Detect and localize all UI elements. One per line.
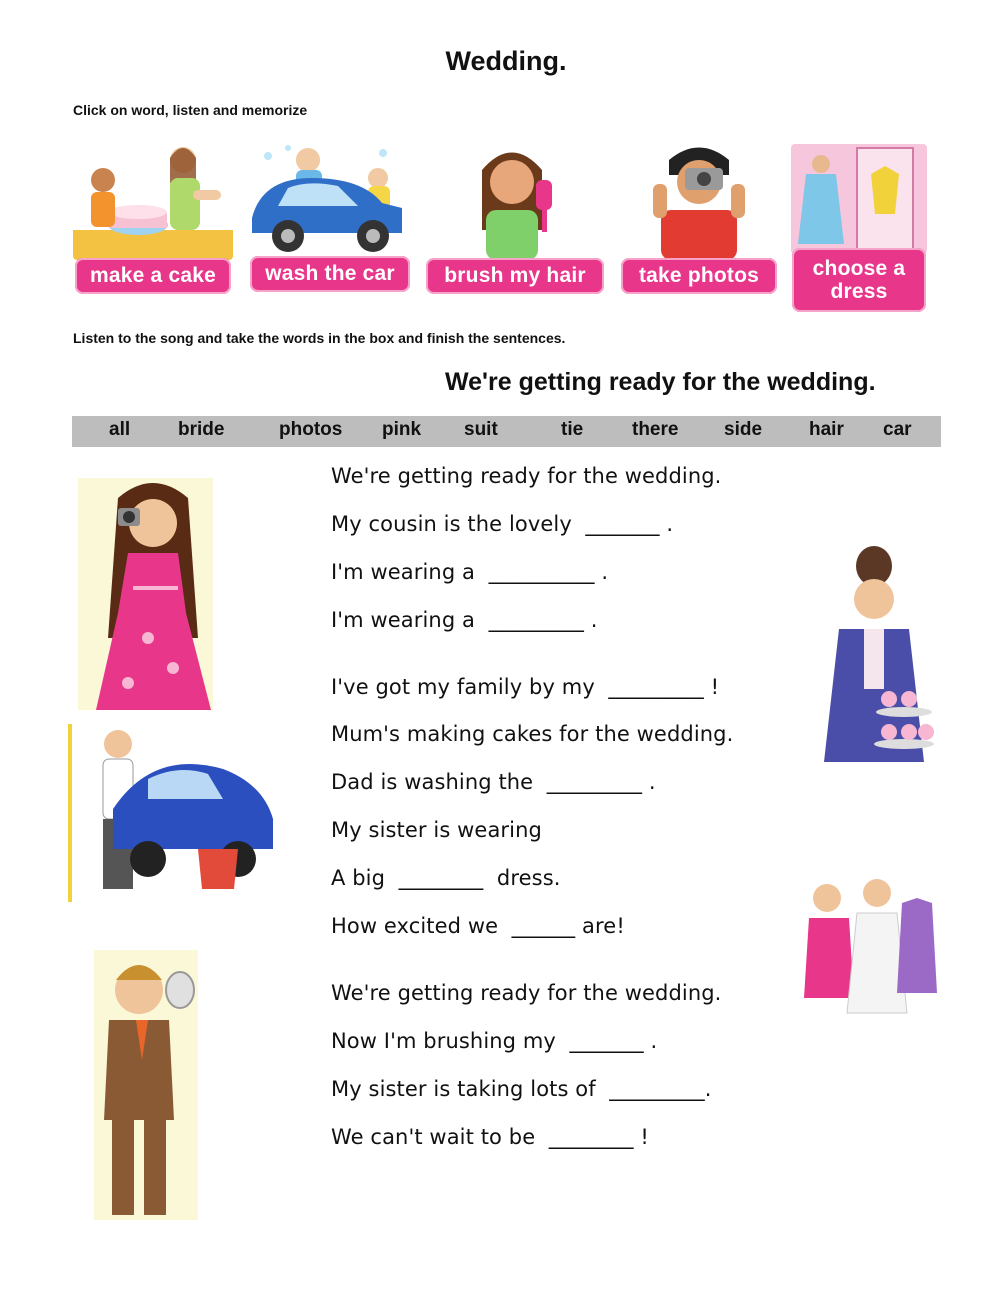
baking-cake-icon xyxy=(73,140,233,260)
vocab-label[interactable]: make a cake xyxy=(75,258,231,294)
page-title: Wedding. xyxy=(445,46,567,76)
boy-suit-illustration xyxy=(94,950,198,1220)
word-box-item[interactable]: bride xyxy=(178,419,225,440)
word-box-item[interactable]: hair xyxy=(809,419,844,440)
washing-car-icon xyxy=(248,138,412,258)
vocab-card-make-a-cake[interactable] xyxy=(73,140,233,296)
camera-icon xyxy=(619,140,779,260)
word-box-item[interactable]: pink xyxy=(382,419,422,440)
dad-washing-car-illustration xyxy=(68,724,274,902)
lyric-line-gap[interactable]: I'm wearing a _________ . xyxy=(331,608,598,632)
song-title: We're getting ready for the wedding. xyxy=(445,368,876,396)
word-box-item[interactable]: tie xyxy=(561,419,584,440)
lyric-line-gap[interactable]: A big ________ dress. xyxy=(331,866,561,890)
vocab-card-brush-my-hair[interactable] xyxy=(424,140,606,296)
instruction-listen-memorize: Click on word, listen and memorize xyxy=(73,102,308,118)
word-box-item[interactable]: photos xyxy=(279,419,343,440)
vocab-card-wash-the-car[interactable] xyxy=(248,138,412,296)
instruction-finish-sentences: Listen to the song and take the words in the box and finish the sentences. xyxy=(73,330,566,346)
vocab-label[interactable]: wash the car xyxy=(250,256,410,292)
lyric-line: We're getting ready for the wedding. xyxy=(331,981,722,1005)
mum-cakes-illustration xyxy=(804,544,937,762)
wardrobe-dress-icon xyxy=(791,144,927,254)
lyric-line: We're getting ready for the wedding. xyxy=(331,464,722,488)
lyric-line-gap[interactable]: Now I'm brushing my _______ . xyxy=(331,1029,658,1053)
girl-camera-illustration xyxy=(78,478,213,710)
lyric-line: My sister is wearing xyxy=(331,818,542,842)
word-box-item[interactable]: all xyxy=(109,419,131,440)
lyric-line-gap[interactable]: My cousin is the lovely _______ . xyxy=(331,512,674,536)
lyric-line-gap[interactable]: I've got my family by my _________ ! xyxy=(331,675,720,699)
word-box-item[interactable]: car xyxy=(883,419,912,440)
vocab-card-take-photos[interactable] xyxy=(619,140,779,296)
lyric-line-gap[interactable]: I'm wearing a __________ . xyxy=(331,560,609,584)
word-box-item[interactable]: there xyxy=(632,419,679,440)
sisters-dresses-illustration xyxy=(797,868,938,1042)
word-box-item[interactable]: side xyxy=(724,419,763,440)
lyric-line-gap[interactable]: We can't wait to be ________ ! xyxy=(331,1125,649,1149)
vocab-label[interactable]: brush my hair xyxy=(426,258,604,294)
vocab-label[interactable]: choose a dress xyxy=(792,248,926,312)
vocab-card-choose-a-dress[interactable] xyxy=(791,144,927,314)
lyric-line-gap[interactable]: How excited we ______ are! xyxy=(331,914,625,938)
vocab-label[interactable]: take photos xyxy=(621,258,777,294)
lyric-line-gap[interactable]: Dad is washing the _________ . xyxy=(331,770,656,794)
brushing-hair-icon xyxy=(424,140,606,260)
lyric-line: Mum's making cakes for the wedding. xyxy=(331,722,734,746)
word-box-item[interactable]: suit xyxy=(464,419,498,440)
lyric-line-gap[interactable]: My sister is taking lots of _________. xyxy=(331,1077,712,1101)
